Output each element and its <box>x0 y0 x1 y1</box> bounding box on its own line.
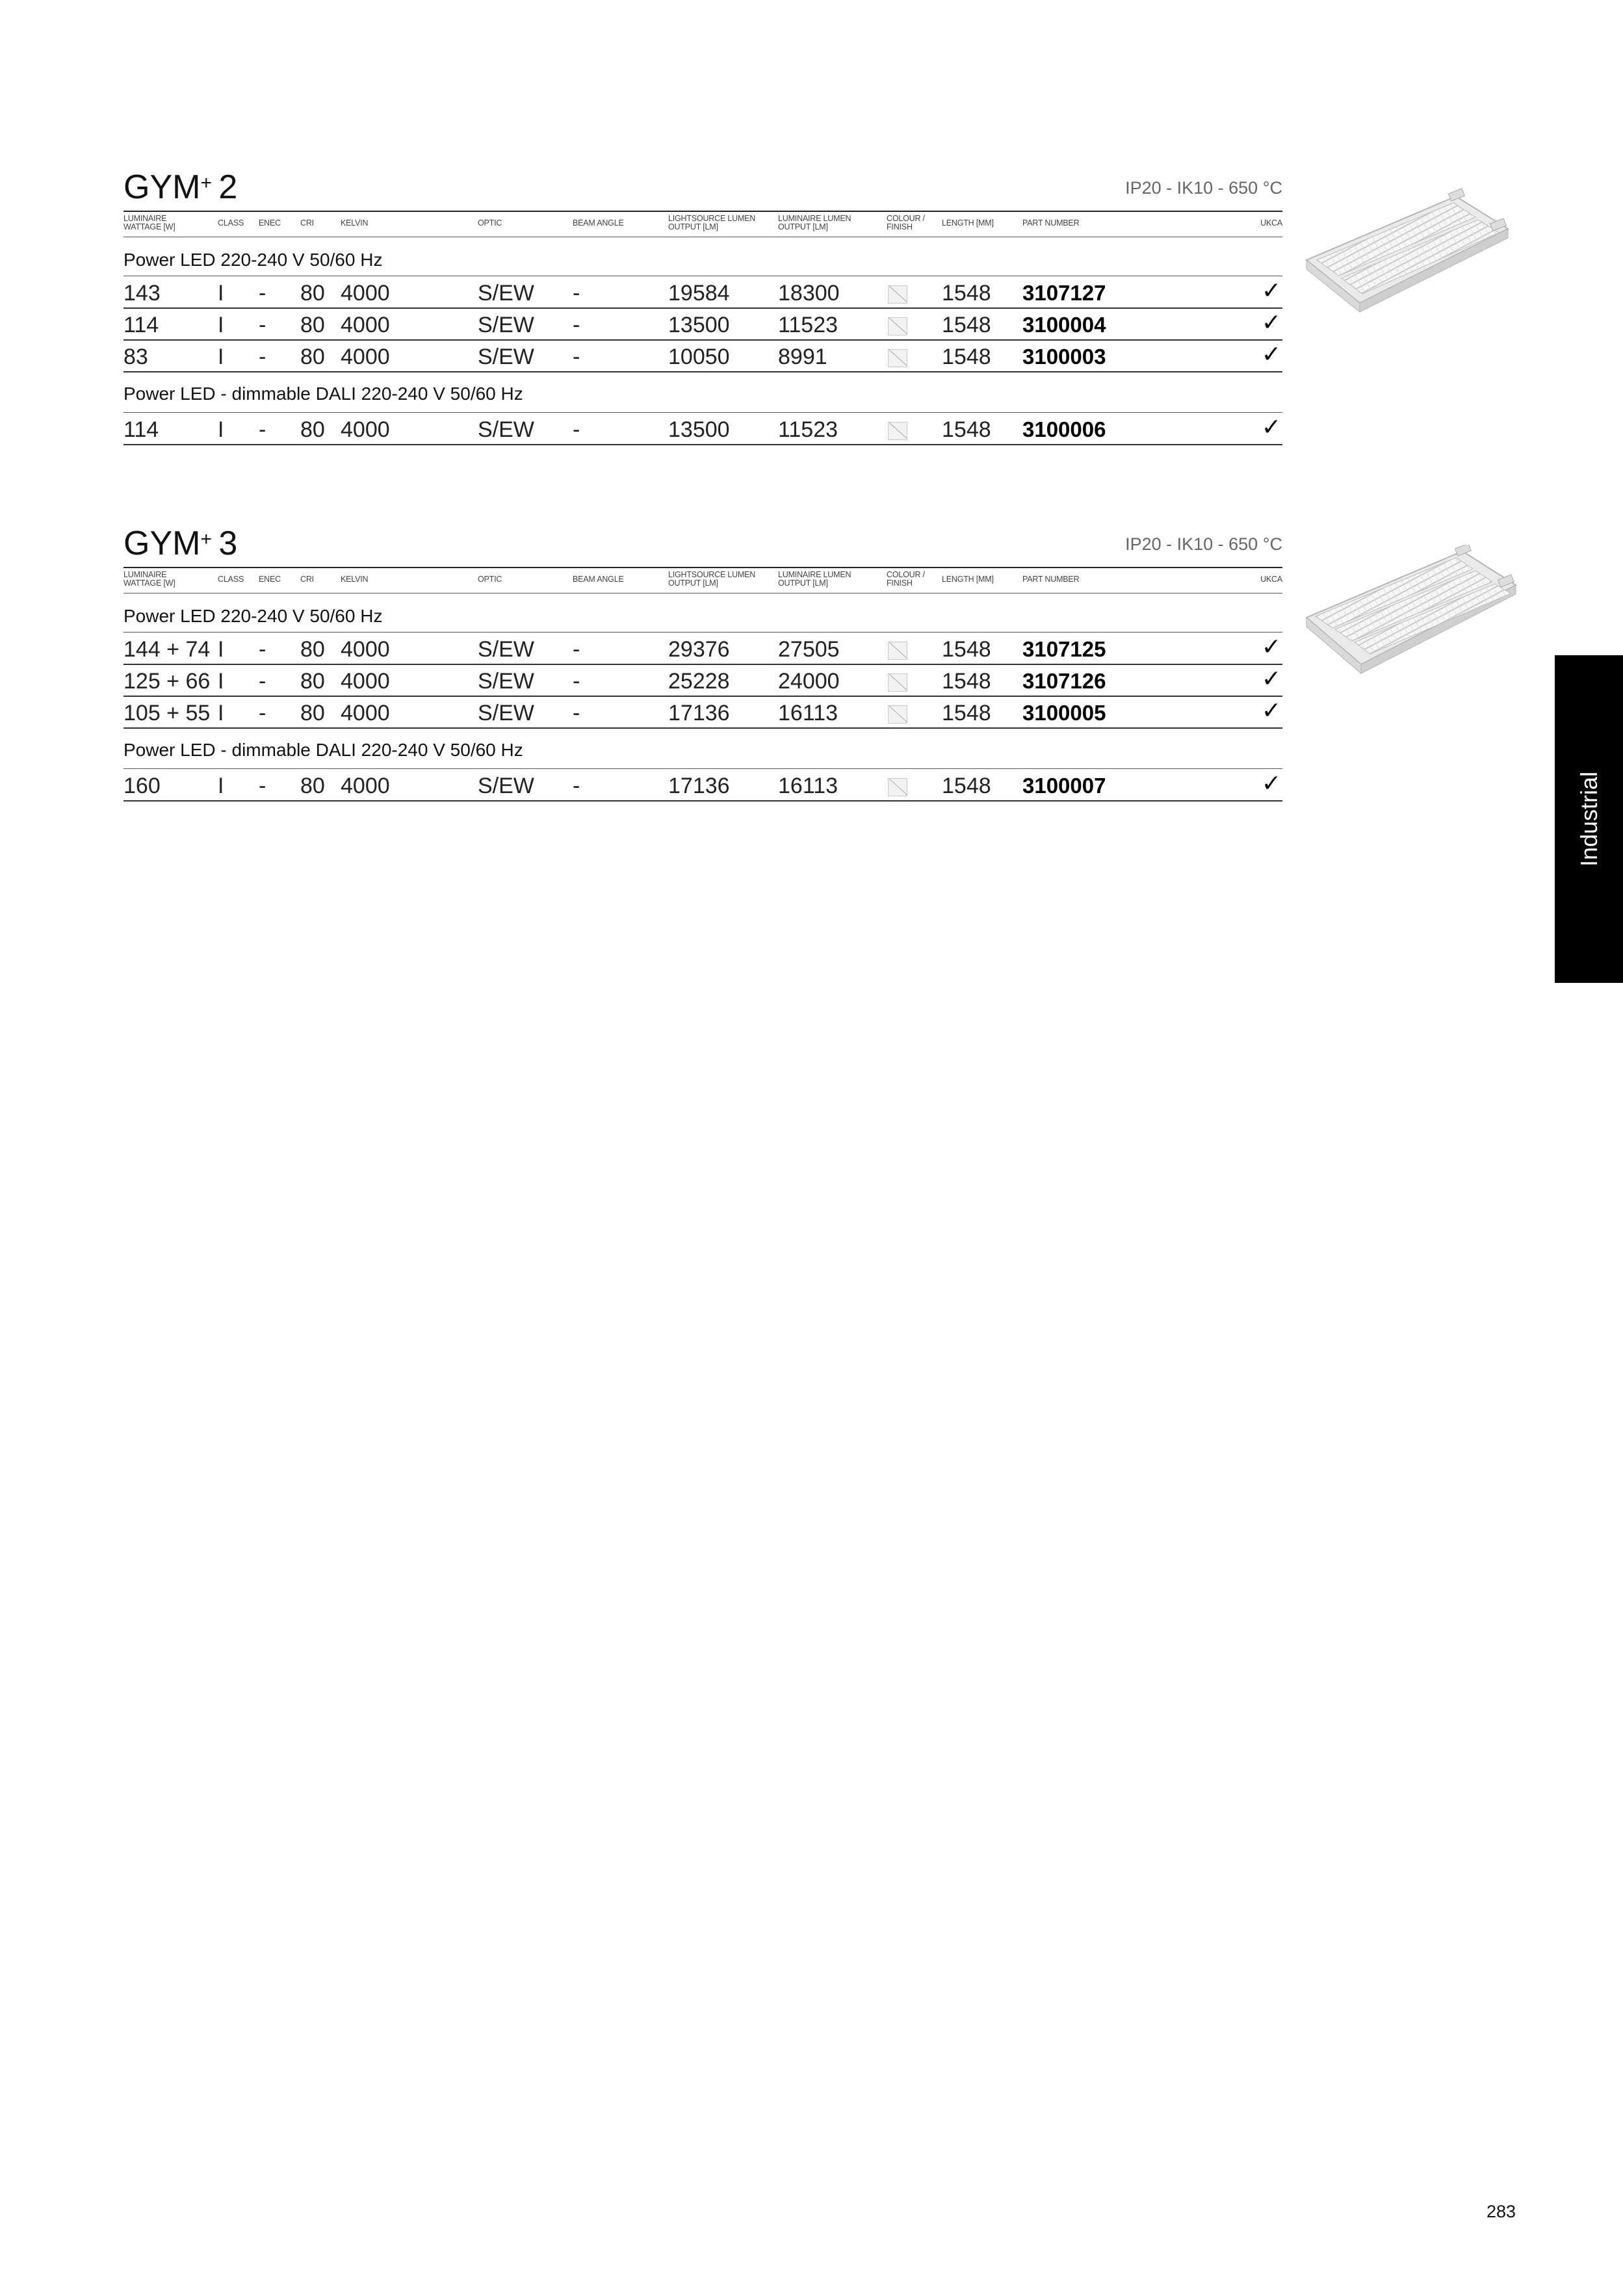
header-wattage: LUMINAIRE WATTAGE [W] <box>123 570 175 588</box>
cell-wattage: 144 + 74 <box>123 637 211 662</box>
header-lightsource-lumen: LIGHTSOURCE LUMEN OUTPUT [LM] <box>668 570 756 588</box>
cell-part-number: 3100006 <box>1022 417 1106 441</box>
cell-part-number: 3100005 <box>1022 701 1106 725</box>
ip-rating: IP20 - IK10 - 650 °C <box>1125 534 1282 554</box>
cell-lightsource-lumen: 29376 <box>668 637 730 662</box>
group-label: Power LED - dimmable DALI 220-240 V 50/60 Hz <box>123 740 523 760</box>
cell-wattage: 83 <box>123 345 148 369</box>
group-label: Power LED 220-240 V 50/60 Hz <box>123 250 383 270</box>
header-ukca: UKCA <box>1260 575 1282 584</box>
cell-kelvin: 4000 <box>341 345 390 369</box>
product-section-gym2 <box>123 170 1282 456</box>
header-beam-angle: BEAM ANGLE <box>573 575 624 584</box>
header-optic: OPTIC <box>478 218 502 228</box>
cell-beam-angle: - <box>573 637 580 662</box>
finish-swatch-icon <box>888 285 907 304</box>
cell-optic: S/EW <box>478 281 534 306</box>
cell-class: I <box>218 281 224 306</box>
cell-part-number: 3107126 <box>1022 669 1106 693</box>
cell-length: 1548 <box>942 669 991 694</box>
cell-class: I <box>218 669 224 694</box>
cell-enec: - <box>259 669 266 694</box>
header-luminaire-lumen: LUMINAIRE LUMEN OUTPUT [LM] <box>778 214 851 231</box>
header-kelvin: KELVIN <box>341 575 369 584</box>
cell-part-number: 3100003 <box>1022 345 1106 369</box>
cell-enec: - <box>259 701 266 725</box>
cell-luminaire-lumen: 16113 <box>778 774 838 798</box>
ukca-check-icon: ✓ <box>1261 309 1281 336</box>
cell-part-number: 3107127 <box>1022 281 1106 305</box>
cell-enec: - <box>259 281 266 306</box>
ukca-check-icon: ✓ <box>1261 698 1281 724</box>
header-colour-finish: COLOUR / FINISH <box>887 214 925 231</box>
header-ukca: UKCA <box>1260 218 1282 228</box>
table-row <box>123 340 1282 372</box>
cell-class: I <box>218 701 224 725</box>
header-length: LENGTH [MM] <box>942 218 994 228</box>
cell-beam-angle: - <box>573 701 580 725</box>
cell-length: 1548 <box>942 774 991 798</box>
table-row <box>123 276 1282 309</box>
header-beam-angle: BEAM ANGLE <box>573 218 624 228</box>
cell-enec: - <box>259 345 266 369</box>
product-section-gym3 <box>123 527 1282 813</box>
cell-luminaire-lumen: 8991 <box>778 345 827 369</box>
cell-class: I <box>218 774 224 798</box>
header-class: CLASS <box>218 575 244 584</box>
header-colour-finish: COLOUR / FINISH <box>887 570 925 588</box>
finish-swatch-icon <box>888 422 907 440</box>
product-image-gym2 <box>1305 187 1513 338</box>
cell-lightsource-lumen: 10050 <box>668 345 730 369</box>
cell-length: 1548 <box>942 637 991 662</box>
ukca-check-icon: ✓ <box>1261 278 1281 304</box>
ukca-check-icon: ✓ <box>1261 666 1281 692</box>
cell-optic: S/EW <box>478 345 534 369</box>
cell-class: I <box>218 313 224 337</box>
cell-beam-angle: - <box>573 417 580 442</box>
product-image-gym3 <box>1305 545 1520 701</box>
header-wattage: LUMINAIRE WATTAGE [W] <box>123 214 175 231</box>
cell-luminaire-lumen: 16113 <box>778 701 838 725</box>
cell-optic: S/EW <box>478 417 534 442</box>
finish-swatch-icon <box>888 317 907 335</box>
header-kelvin: KELVIN <box>341 218 369 228</box>
cell-cri: 80 <box>300 417 325 442</box>
section-title: GYM+ 3 <box>123 525 238 562</box>
cell-length: 1548 <box>942 281 991 306</box>
header-luminaire-lumen: LUMINAIRE LUMEN OUTPUT [LM] <box>778 570 851 588</box>
cell-luminaire-lumen: 18300 <box>778 281 840 306</box>
cell-beam-angle: - <box>573 345 580 369</box>
finish-swatch-icon <box>888 673 907 692</box>
cell-length: 1548 <box>942 313 991 337</box>
ukca-check-icon: ✓ <box>1261 341 1281 368</box>
cell-luminaire-lumen: 27505 <box>778 637 840 662</box>
cell-cri: 80 <box>300 281 325 306</box>
cell-beam-angle: - <box>573 313 580 337</box>
cell-wattage: 160 <box>123 774 161 798</box>
side-tab-category <box>1555 655 1623 983</box>
cell-wattage: 114 <box>123 417 159 442</box>
page-number: 283 <box>1487 2202 1516 2221</box>
cell-beam-angle: - <box>573 281 580 306</box>
cell-length: 1548 <box>942 345 991 369</box>
finish-swatch-icon <box>888 349 907 367</box>
ukca-check-icon: ✓ <box>1261 414 1281 441</box>
cell-kelvin: 4000 <box>341 669 390 694</box>
table-row <box>123 633 1282 665</box>
cell-enec: - <box>259 637 266 662</box>
cell-cri: 80 <box>300 637 325 662</box>
cell-part-number: 3100007 <box>1022 774 1106 798</box>
cell-kelvin: 4000 <box>341 637 390 662</box>
cell-enec: - <box>259 313 266 337</box>
cell-kelvin: 4000 <box>341 701 390 725</box>
group-label: Power LED - dimmable DALI 220-240 V 50/60 Hz <box>123 384 523 404</box>
header-bottom-rule <box>123 593 1282 594</box>
header-top-rule <box>123 567 1282 568</box>
cell-lightsource-lumen: 17136 <box>668 701 730 725</box>
cell-part-number: 3100004 <box>1022 313 1106 337</box>
cell-cri: 80 <box>300 701 325 725</box>
table-row <box>123 696 1282 729</box>
header-class: CLASS <box>218 218 244 228</box>
table-row <box>123 664 1282 697</box>
ukca-check-icon: ✓ <box>1261 770 1281 797</box>
cell-class: I <box>218 637 224 662</box>
cell-optic: S/EW <box>478 313 534 337</box>
cell-kelvin: 4000 <box>341 417 390 442</box>
cell-optic: S/EW <box>478 669 534 694</box>
header-top-rule <box>123 211 1282 212</box>
ukca-check-icon: ✓ <box>1261 634 1281 660</box>
cell-kelvin: 4000 <box>341 313 390 337</box>
cell-luminaire-lumen: 11523 <box>778 313 838 337</box>
header-cri: CRI <box>300 575 314 584</box>
finish-swatch-icon <box>888 642 907 660</box>
table-row <box>123 769 1282 802</box>
header-part-number: PART NUMBER <box>1022 575 1080 584</box>
group-label: Power LED 220-240 V 50/60 Hz <box>123 606 383 626</box>
cell-optic: S/EW <box>478 701 534 725</box>
finish-swatch-icon <box>888 778 907 796</box>
cell-lightsource-lumen: 25228 <box>668 669 730 694</box>
cell-wattage: 105 + 55 <box>123 701 211 725</box>
cell-part-number: 3107125 <box>1022 637 1106 661</box>
cell-lightsource-lumen: 13500 <box>668 417 730 442</box>
cell-lightsource-lumen: 17136 <box>668 774 730 798</box>
header-optic: OPTIC <box>478 575 502 584</box>
cell-luminaire-lumen: 11523 <box>778 417 838 442</box>
header-length: LENGTH [MM] <box>942 575 994 584</box>
ip-rating: IP20 - IK10 - 650 °C <box>1125 178 1282 198</box>
cell-kelvin: 4000 <box>341 281 390 306</box>
cell-wattage: 125 + 66 <box>123 669 211 694</box>
cell-kelvin: 4000 <box>341 774 390 798</box>
cell-optic: S/EW <box>478 637 534 662</box>
finish-swatch-icon <box>888 705 907 724</box>
header-enec: ENEC <box>259 575 281 584</box>
cell-beam-angle: - <box>573 774 580 798</box>
table-row <box>123 413 1282 445</box>
cell-cri: 80 <box>300 313 325 337</box>
cell-class: I <box>218 417 224 442</box>
cell-enec: - <box>259 774 266 798</box>
cell-luminaire-lumen: 24000 <box>778 669 840 694</box>
header-part-number: PART NUMBER <box>1022 218 1080 228</box>
cell-length: 1548 <box>942 701 991 725</box>
cell-beam-angle: - <box>573 669 580 694</box>
header-cri: CRI <box>300 218 314 228</box>
cell-class: I <box>218 345 224 369</box>
cell-wattage: 143 <box>123 281 161 306</box>
cell-enec: - <box>259 417 266 442</box>
table-row <box>123 308 1282 341</box>
header-enec: ENEC <box>259 218 281 228</box>
side-tab-label: Industrial <box>1575 771 1602 867</box>
header-lightsource-lumen: LIGHTSOURCE LUMEN OUTPUT [LM] <box>668 214 756 231</box>
cell-optic: S/EW <box>478 774 534 798</box>
cell-cri: 80 <box>300 345 325 369</box>
cell-cri: 80 <box>300 669 325 694</box>
cell-lightsource-lumen: 19584 <box>668 281 730 306</box>
section-title: GYM+ 2 <box>123 168 238 206</box>
cell-cri: 80 <box>300 774 325 798</box>
cell-length: 1548 <box>942 417 991 442</box>
cell-wattage: 114 <box>123 313 159 337</box>
cell-lightsource-lumen: 13500 <box>668 313 730 337</box>
